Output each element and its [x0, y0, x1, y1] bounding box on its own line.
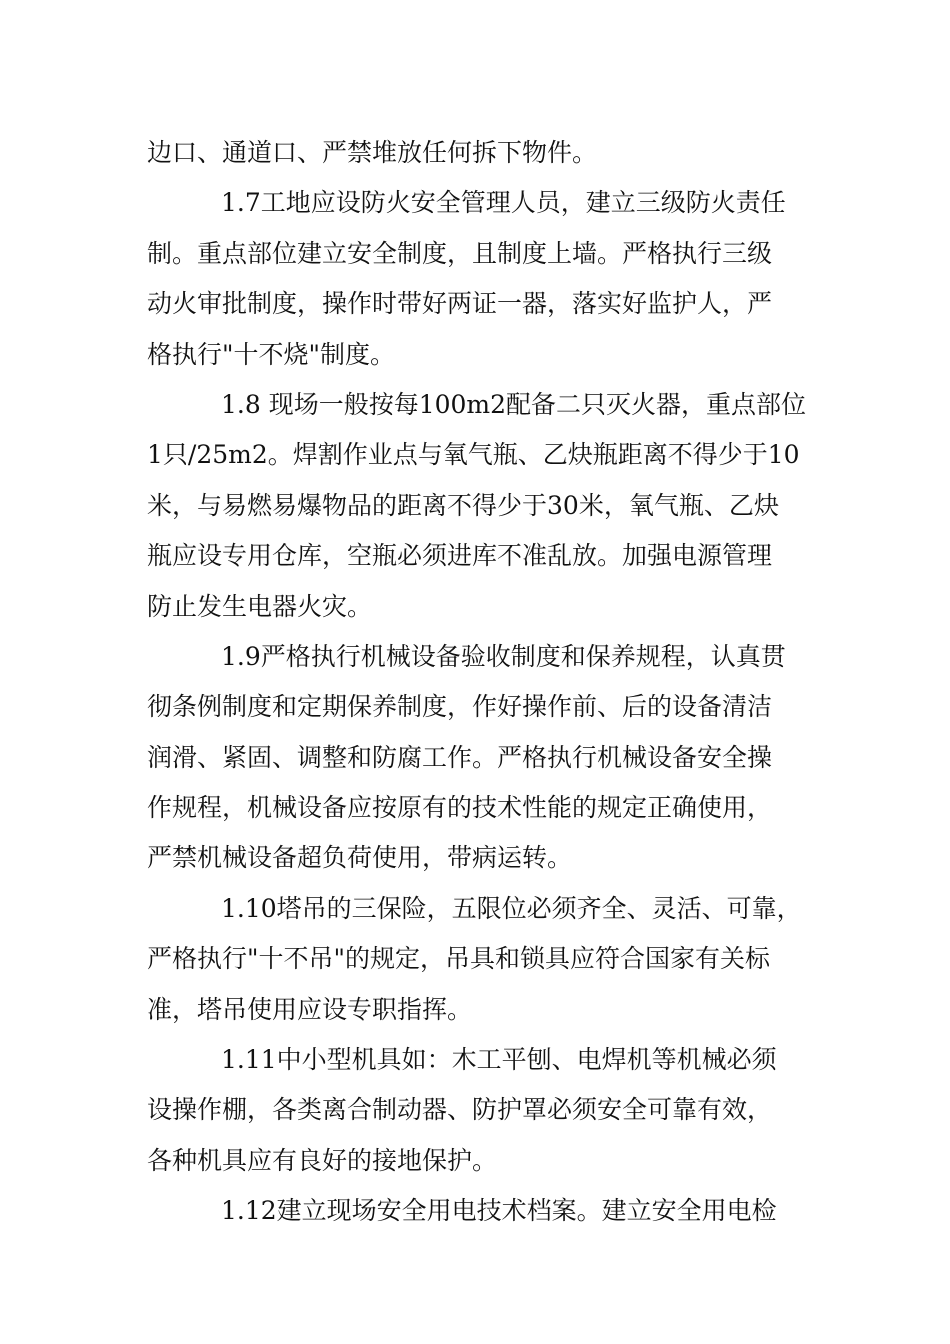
text-line: 动火审批制度，操作时带好两证一器，落实好监护人，严: [147, 289, 773, 319]
text-line: 设操作棚，各类离合制动器、防护罩必须安全可靠有效，: [147, 1095, 773, 1125]
text-line: 瓶应设专用仓库，空瓶必须进库不准乱放。加强电源管理: [147, 541, 773, 571]
text-line: 1只/25m2。焊割作业点与氧气瓶、乙炔瓶距离不得少于10: [147, 440, 800, 470]
text-line: 严格执行"十不吊"的规定，吊具和锁具应符合国家有关标: [147, 944, 771, 974]
text-line: 严禁机械设备超负荷使用，带病运转。: [147, 843, 573, 873]
text-line: 彻条例制度和定期保养制度，作好操作前、后的设备清洁: [147, 692, 773, 722]
text-line: 制。重点部位建立安全制度，且制度上墙。严格执行三级: [147, 238, 773, 268]
text-line: 边口、通道口、严禁堆放任何拆下物件。: [147, 138, 598, 167]
document-body: [147, 128, 807, 1237]
text-line: 作规程，机械设备应按原有的技术性能的规定正确使用，: [147, 793, 773, 823]
text-line: 1.9严格执行机械设备验收制度和保养规程，认真贯: [221, 641, 786, 671]
text-line: 1.7工地应设防火安全管理人员，建立三级防火责任: [221, 188, 786, 218]
text-line: 润滑、紧固、调整和防腐工作。严格执行机械设备安全操: [147, 742, 773, 772]
text-line: 米，与易燃易爆物品的距离不得少于30米，氧气瓶、乙炔: [147, 490, 779, 520]
text-line: 防止发生电器火灾。: [147, 591, 373, 621]
text-line: 1.8 现场一般按每100m2配备二只灭火器，重点部位: [221, 389, 807, 419]
text-line: 格执行"十不烧"制度。: [147, 339, 395, 369]
text-line: 1.10塔吊的三保险，五限位必须齐全、灵活、可靠，: [221, 893, 802, 923]
text-line: 准，塔吊使用应设专职指挥。: [147, 994, 473, 1024]
text-line: 1.11中小型机具如：木工平刨、电焊机等机械必须: [221, 1045, 777, 1075]
text-line: 各种机具应有良好的接地保护。: [147, 1145, 498, 1175]
text-line: 1.12建立现场安全用电技术档案。建立安全用电检: [221, 1196, 777, 1226]
